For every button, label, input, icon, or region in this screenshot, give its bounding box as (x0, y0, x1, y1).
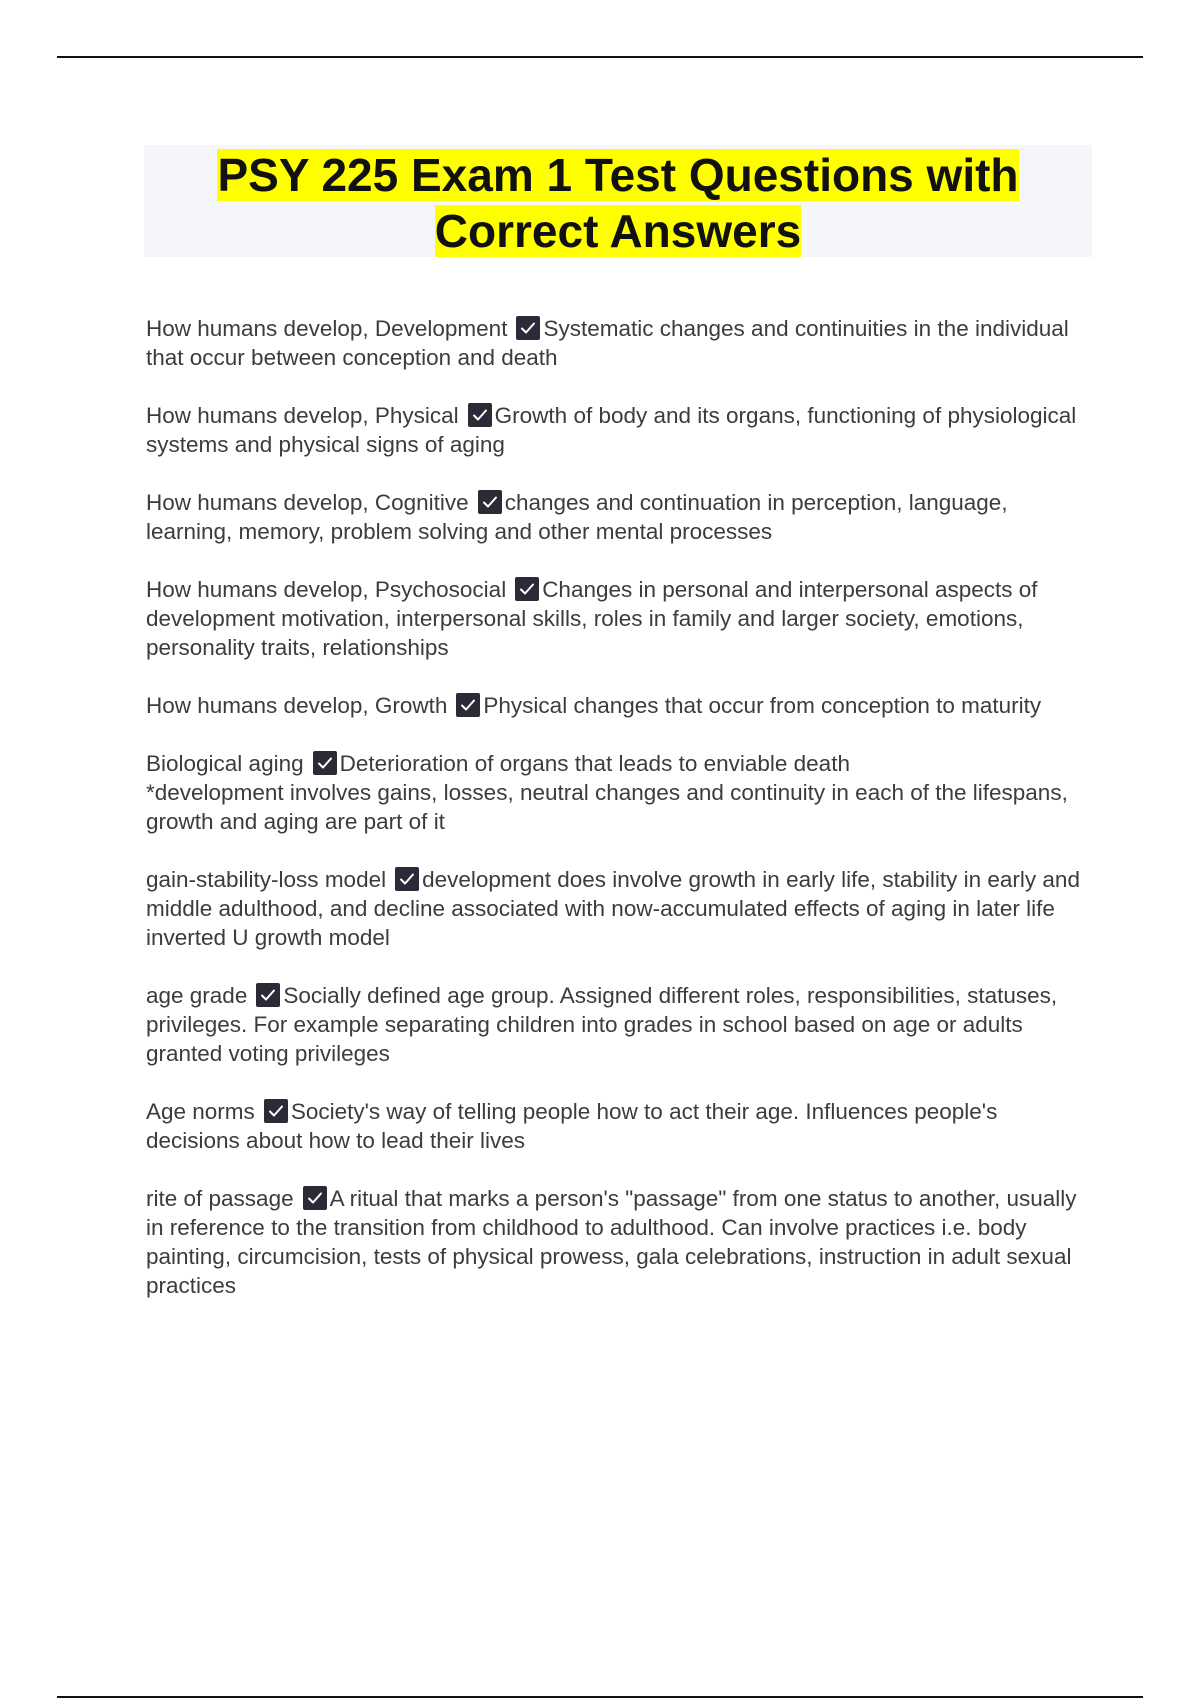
check-box-icon (313, 751, 337, 775)
entry-definition: changes and continuation in perception, language, learning, memory, problem solving and other mental processes (146, 490, 1008, 544)
qa-entry (146, 314, 1086, 372)
entry-definition: development does involve growth in early life, stability in early and middle adulthood, and decline associated with now-accumulated effects of aging in later life (146, 867, 1080, 921)
document-title-line-2: Correct Answers (434, 205, 802, 257)
check-box-icon (478, 490, 502, 514)
qa-entry (146, 865, 1086, 952)
entry-note: *development involves gains, losses, neutral changes and continuity in each of the lifespans, growth and aging are part of it (146, 780, 1068, 834)
entry-definition: Socially defined age group. Assigned different roles, responsibilities, statuses, privileges. For example separating children into grades in school based on age or adults granted voting privileges (146, 983, 1058, 1066)
entry-definition: Deterioration of organs that leads to enviable death (339, 751, 850, 776)
qa-entry (146, 691, 1086, 720)
entry-term: gain-stability-loss model (146, 867, 387, 892)
entry-term: How humans develop, Cognitive (146, 490, 469, 515)
entry-term: age grade (146, 983, 248, 1008)
entry-term: How humans develop, Growth (146, 693, 448, 718)
entry-definition: Society's way of telling people how to act their age. Influences people's decisions about how to lead their lives (146, 1099, 998, 1153)
qa-entry (146, 1097, 1086, 1155)
check-box-icon (395, 867, 419, 891)
entry-term: How humans develop, Development (146, 316, 508, 341)
entry-note: inverted U growth model (146, 925, 390, 950)
check-box-icon (264, 1099, 288, 1123)
check-box-icon (256, 983, 280, 1007)
qa-entry (146, 749, 1086, 836)
entry-term: Biological aging (146, 751, 304, 776)
entry-definition: A ritual that marks a person's "passage" from one status to another, usually in reference to the transition from childhood to adulthood. Can involve practices i.e. body painting, circumcision, tests of physical prowess, gala celebrations, instruction in adult sexual practices (146, 1186, 1077, 1298)
entry-definition: Growth of body and its organs, functioning of physiological systems and physical signs of aging (146, 403, 1077, 457)
check-box-icon (516, 316, 540, 340)
check-box-icon (515, 577, 539, 601)
document-title-line-1: PSY 225 Exam 1 Test Questions with (217, 149, 1019, 201)
entry-definition: Physical changes that occur from conception to maturity (483, 693, 1042, 718)
entry-term: How humans develop, Physical (146, 403, 459, 428)
title-banner (144, 145, 1092, 257)
top-rule (57, 56, 1143, 58)
qa-entry (146, 1184, 1086, 1300)
qa-entry (146, 401, 1086, 459)
check-box-icon (456, 693, 480, 717)
entry-definition: Systematic changes and continuities in the individual that occur between conception and death (146, 316, 1069, 370)
entry-term: Age norms (146, 1099, 255, 1124)
qa-entry (146, 575, 1086, 662)
check-box-icon (303, 1186, 327, 1210)
bottom-rule (57, 1696, 1143, 1698)
qa-list (146, 314, 1086, 1329)
qa-entry (146, 981, 1086, 1068)
check-box-icon (468, 403, 492, 427)
document-title (144, 145, 1092, 259)
entry-term: How humans develop, Psychosocial (146, 577, 507, 602)
entry-term: rite of passage (146, 1186, 294, 1211)
entry-definition: Changes in personal and interpersonal aspects of development motivation, interpersonal skills, roles in family and larger society, emotions, personality traits, relationships (146, 577, 1038, 660)
qa-entry (146, 488, 1086, 546)
